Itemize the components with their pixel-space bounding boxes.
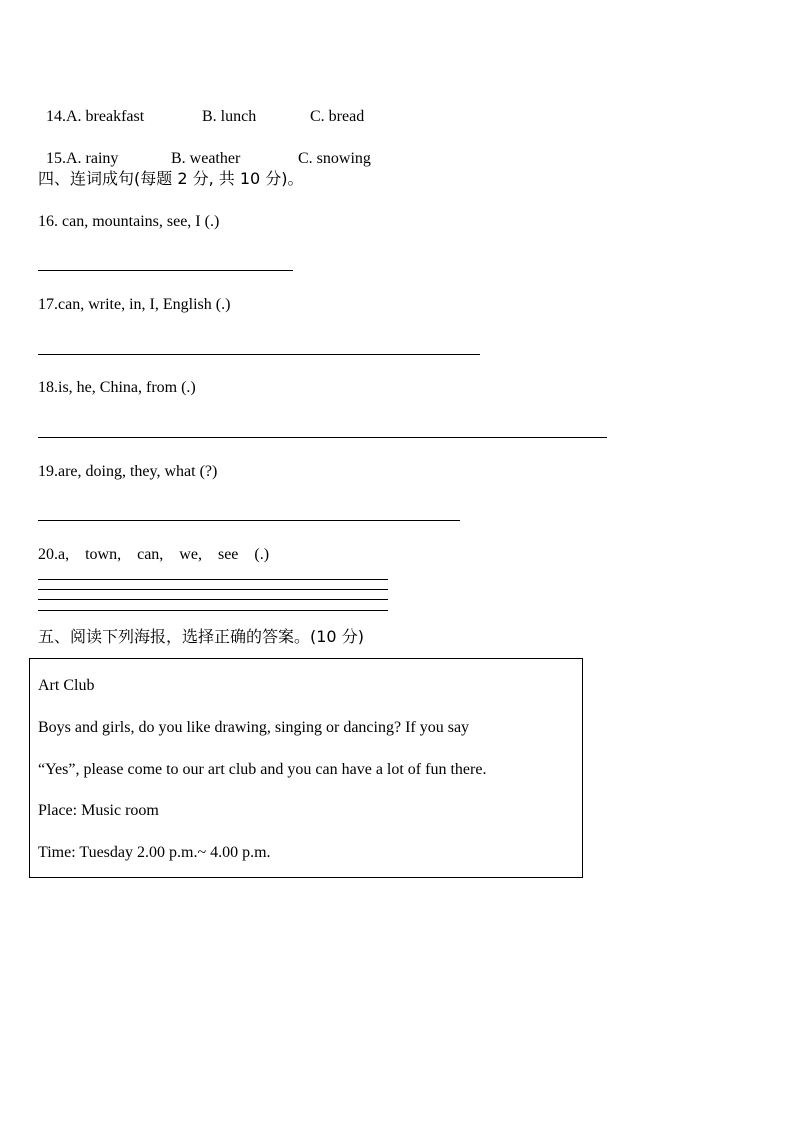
question-number: 14.: [46, 108, 66, 125]
answer-line-19[interactable]: [38, 520, 460, 521]
option-a: A. breakfast: [66, 108, 145, 125]
question-16: 16. can, mountains, see, I (.): [38, 213, 220, 230]
section-5-heading: 五、阅读下列海报，选择正确的答案。(10 分): [38, 627, 364, 646]
question-19: 19.are, doing, they, what (?): [38, 463, 218, 480]
poster-title: Art Club: [38, 677, 95, 694]
option-a: A. rainy: [66, 150, 119, 167]
question-14: [38, 87, 364, 127]
option-b: B. lunch: [202, 108, 257, 125]
poster-place: Place: Music room: [38, 802, 159, 819]
option-b: B. weather: [171, 150, 241, 167]
poster-line-2: “Yes”, please come to our art club and you can have a lot of fun there.: [38, 761, 487, 778]
poster-line-1: Boys and girls, do you like drawing, singing or dancing? If you say: [38, 719, 470, 736]
answer-line-17[interactable]: [38, 354, 480, 355]
section-4-heading: 四、连词成句(每题 2 分, 共 10 分)。: [38, 169, 304, 188]
option-c: C. snowing: [298, 150, 371, 167]
question-15: [38, 129, 371, 169]
art-club-poster: [29, 658, 583, 878]
question-17: 17.can, write, in, I, English (.): [38, 296, 231, 313]
option-c: C. bread: [310, 108, 365, 125]
poster-time: Time: Tuesday 2.00 p.m.~ 4.00 p.m.: [38, 844, 271, 861]
answer-line-20b[interactable]: [38, 589, 388, 590]
question-18: 18.is, he, China, from (.): [38, 379, 196, 396]
answer-line-20d[interactable]: [38, 610, 388, 611]
answer-line-20c[interactable]: [38, 599, 388, 600]
question-number: 15.: [46, 150, 66, 167]
question-20: 20.a, town, can, we, see (.): [38, 546, 270, 563]
answer-line-16[interactable]: [38, 270, 293, 271]
answer-line-20a[interactable]: [38, 579, 388, 580]
answer-line-18[interactable]: [38, 437, 607, 438]
